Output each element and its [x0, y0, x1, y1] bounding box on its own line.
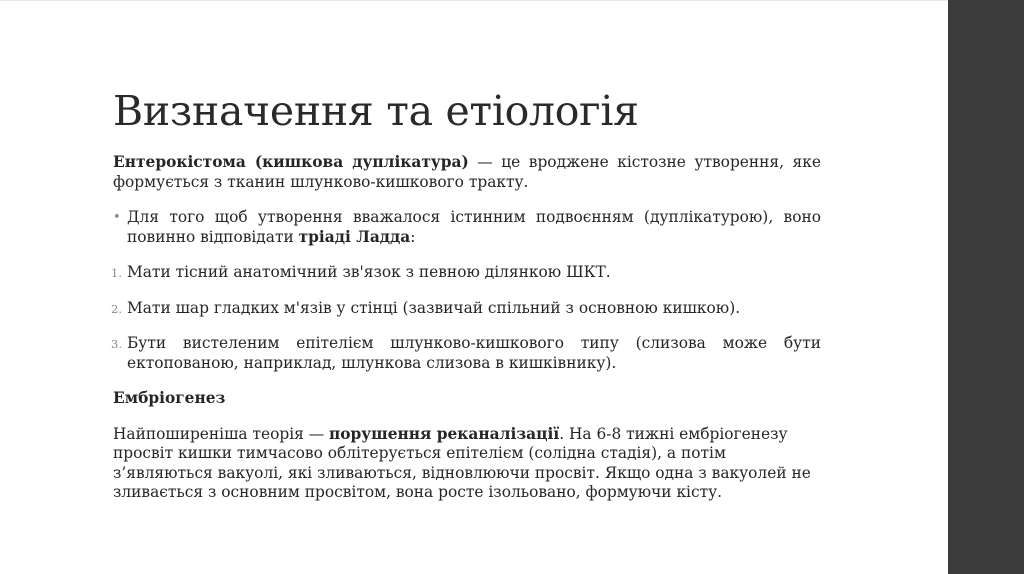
top-divider [0, 0, 948, 1]
ladd-triad: тріаді Ладда [298, 227, 411, 246]
intro-term: Ентерокістома (кишкова дуплікатура) [113, 153, 469, 171]
theory-intro: Найпоширеніша теорія — [113, 424, 330, 443]
sidebar-panel [948, 0, 1024, 574]
slide-title: Визначення та етіологія [113, 87, 639, 135]
theory-text: . На 6-8 тижні ембріогенезу просвіт кишки тимчасово облітерується епітелієм (солідна стадія), а потім з’являються вакуолі, які зливаються, відновлюючи просвіт. Якщо одна з вакуолей не зливається з основним просвітом, вона росте ізольовано, формуючи кісту. [113, 424, 811, 501]
criteria-text: Мати тісний анатомічний зв'язок з певною ділянкою ШКТ. [127, 263, 611, 281]
theory-paragraph [113, 425, 821, 503]
criteria-number: 1. [111, 266, 122, 280]
criteria-text: Мати шар гладких м'язів у стінці (зазвичай спільний з основною кишкою). [127, 298, 741, 317]
criteria-item-1 [113, 263, 821, 283]
intro-paragraph [113, 153, 821, 192]
slide-body [113, 153, 821, 503]
criteria-text: Бути вистеленим епітелієм шлунково-кишкового типу (слизова може бути ектопованою, наприклад, шлункова слизова в кишківнику). [127, 334, 821, 372]
theory-term: порушення реканалізації [329, 424, 560, 443]
criteria-item-3 [113, 334, 821, 373]
section-heading: Ембріогенез [113, 389, 226, 407]
criteria-item-2 [113, 299, 821, 319]
bullet-text: Для того щоб утворення вважалося істинним подвоєнням (дуплікатурою), воно повинно відповідати [127, 208, 821, 246]
criteria-number: 3. [111, 337, 122, 351]
criteria-number: 2. [111, 301, 122, 316]
bullet-colon: : [410, 227, 416, 246]
bullet-item [113, 208, 821, 247]
intro-definition: — це вроджене кістозне утворення, яке формується з тканин шлунково-кишкового тракту. [113, 153, 821, 191]
bullet-marker: • [113, 210, 121, 225]
